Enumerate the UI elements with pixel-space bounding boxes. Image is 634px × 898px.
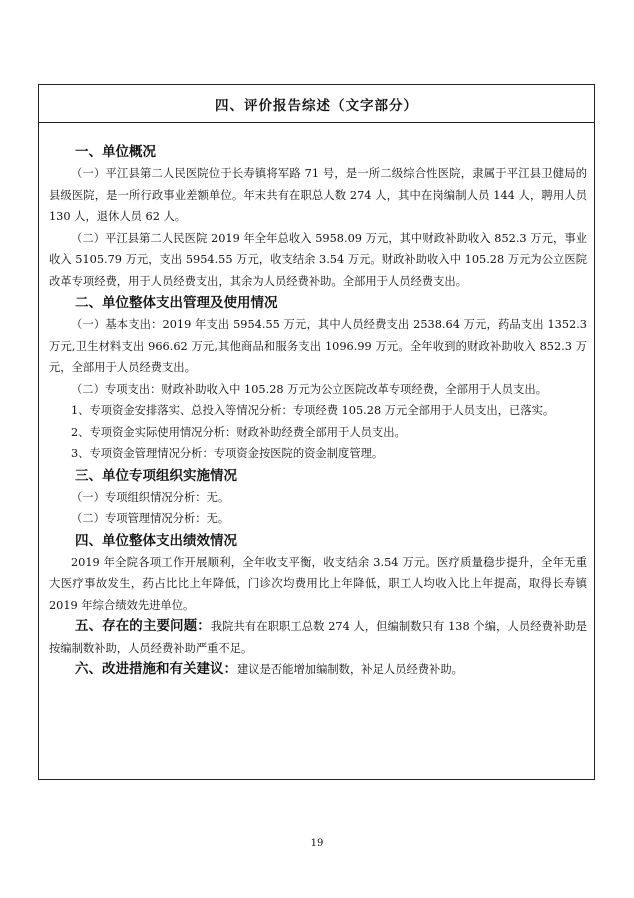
- page-number: 19: [310, 838, 324, 849]
- paragraph-main-problems: [49, 616, 587, 659]
- report-content: [49, 141, 587, 681]
- paragraph: （一）专项组织情况分析：无。: [71, 490, 230, 504]
- title-cell: [39, 85, 594, 123]
- paragraph: 1、专项资金安排落实、总投入等情况分析：专项经费 105.28 万元全部用于人员支出，已落实。: [71, 404, 555, 417]
- heading-expenditure-management: 二、单位整体支出管理及使用情况: [75, 295, 278, 311]
- paragraph-improvements: [49, 659, 587, 681]
- heading-unit-overview: 一、单位概况: [75, 144, 156, 160]
- improvements-text: 建议是否能增加编制数，补足人员经费补助。: [237, 663, 463, 676]
- paragraph: （二）专项支出：财政补助收入中 105.28 万元为公立医院改革专项经费，全部用于人员支出。: [71, 382, 547, 396]
- heading-special-implementation: 三、单位专项组织实施情况: [75, 467, 237, 484]
- main-problems-text: 我院共有在职职工总数 274 人，但编制数只有 138 个编，人员经费补助是按编制数补助，人员经费补助严重不足。: [49, 620, 587, 655]
- paragraph: 2019 年全院各项工作开展顺利，全年收支平衡，收支结余 3.54 万元。医疗质量稳步提升，全年无重大医疗事故发生，药占比比上年降低，门诊次均费用比上年降低，职工人均收入比上年提高，取得长寿镇 2019 年综合绩效先进单位。: [49, 555, 587, 612]
- heading-performance: 四、单位整体支出绩效情况: [75, 532, 237, 549]
- paragraph: （一）平江县第二人民医院位于长寿镇将军路 71 号，是一所二级综合性医院，隶属于平江县卫健局的县级医院，是一所行政事业差额单位。年末共有在职总人数 274 人，其中在岗编制人员 144 人，聘用人员 130 人，退休人员 62 人。: [49, 167, 587, 223]
- report-frame: [38, 84, 595, 780]
- paragraph: （一）基本支出：2019 年支出 5954.55 万元，其中人员经费支出 2538.64 万元，药品支出 1352.3 万元,卫生材料支出 966.62 万元,其他商品和服务支出 1096.99 万元。全年收到的财政补助收入 852.3 万元，全部用于人员经费支出。: [49, 318, 587, 374]
- paragraph: （二）专项管理情况分析：无。: [71, 512, 230, 525]
- paragraph: （二）平江县第二人民医院 2019 年全年总收入 5958.09 万元，其中财政补助收入 852.3 万元，事业收入 5105.79 万元，支出 5954.55 万元，收支结余 3.54 万元。财政补助收入中 105.28 万元为公立医院改革专项经费，用于人员经费支出，其余为人员经费补助。全部用于人员经费支出。: [49, 231, 587, 288]
- heading-main-problems: 五、存在的主要问题：: [75, 618, 211, 634]
- paragraph: 3、专项资金管理情况分析：专项资金按医院的资金制度管理。: [71, 447, 384, 460]
- section-title: 四、评价报告综述（文字部分）: [215, 97, 418, 114]
- heading-improvements: 六、改进措施和有关建议：: [75, 661, 237, 677]
- paragraph: 2、专项资金实际使用情况分析：财政补助经费全部用于人员支出。: [71, 425, 406, 439]
